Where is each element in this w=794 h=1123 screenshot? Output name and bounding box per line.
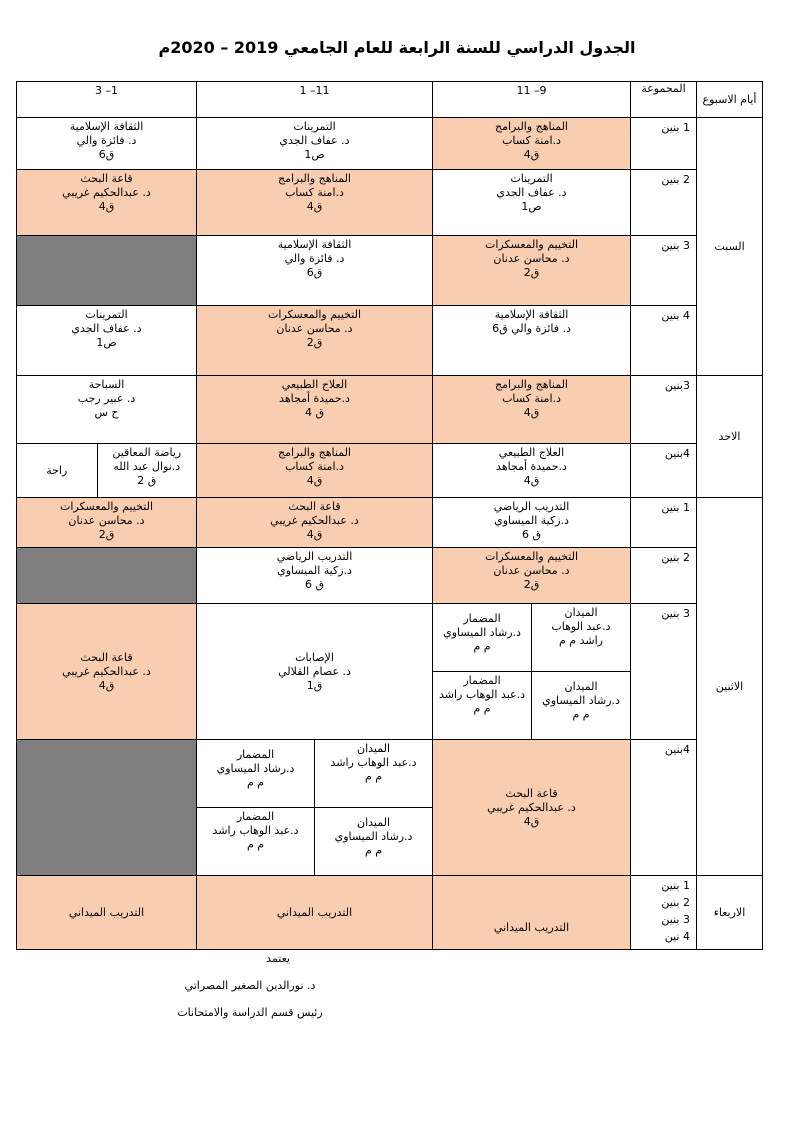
class-cell bbox=[197, 604, 433, 740]
course-name: الإصابات bbox=[295, 650, 334, 664]
blocked-cell bbox=[17, 548, 197, 604]
class-cell bbox=[197, 306, 433, 376]
group-label: 3 بنين bbox=[631, 604, 697, 740]
day-monday: الاثنين bbox=[697, 498, 763, 876]
course-name: التدريب الميداني bbox=[276, 905, 353, 919]
room: ص1 bbox=[521, 200, 542, 213]
class-cell bbox=[433, 118, 631, 170]
room: م م bbox=[572, 708, 590, 721]
class-cell bbox=[315, 740, 433, 808]
room: م م bbox=[246, 776, 265, 789]
class-cell bbox=[197, 548, 433, 604]
room: ق1 bbox=[306, 678, 323, 692]
instructor: د. فائزة والي bbox=[284, 252, 345, 265]
room: م م bbox=[473, 702, 491, 715]
class-cell bbox=[197, 740, 315, 808]
instructor: د.عبد الوهاب راشد bbox=[212, 824, 299, 837]
class-cell bbox=[17, 306, 197, 376]
group-label: 4بنين bbox=[631, 444, 697, 498]
course-name: الثقافة الإسلامية bbox=[277, 238, 352, 251]
class-cell bbox=[433, 604, 532, 672]
instructor: د. محاسن عدنان bbox=[493, 564, 570, 577]
class-cell bbox=[433, 376, 631, 444]
group-label: 1 بنين bbox=[631, 498, 697, 548]
instructor: د.رشاد الميساوي bbox=[443, 626, 521, 639]
class-cell bbox=[433, 740, 631, 876]
instructor: د. عفاف الجدي bbox=[496, 186, 567, 199]
instructor: د. عبدالحكيم غريبي bbox=[62, 664, 151, 678]
course-name: السباحة bbox=[88, 378, 125, 391]
group-label: 4بنين bbox=[631, 740, 697, 876]
class-cell bbox=[197, 170, 433, 236]
instructor: د.زكية الميساوي bbox=[277, 564, 352, 577]
room: ق4 bbox=[306, 200, 323, 213]
room: ص1 bbox=[96, 336, 117, 349]
header-days: أيام الاسبوع bbox=[697, 82, 763, 118]
header-slot-11-1: 11– 1 bbox=[197, 82, 433, 118]
group-label: 1 بنين bbox=[631, 118, 697, 170]
course-name: الميدان bbox=[564, 606, 598, 619]
instructor: د.رشاد الميساوي bbox=[542, 694, 620, 707]
instructor: د.نوال عبد الله bbox=[113, 460, 181, 473]
room: ق4 bbox=[523, 406, 540, 419]
group-label: 2 بنين bbox=[631, 170, 697, 236]
class-cell bbox=[17, 118, 197, 170]
course-name: قاعة البحث bbox=[288, 500, 341, 513]
class-cell bbox=[433, 236, 631, 306]
instructor: د. فائزة والي ق6 bbox=[492, 322, 571, 335]
room: ق 2 bbox=[137, 474, 157, 487]
instructor: د. عبدالحكيم غريبي bbox=[487, 800, 576, 814]
room: ق2 bbox=[306, 336, 323, 349]
course-name: الميدان bbox=[564, 680, 598, 693]
course-name: التدريب الميداني bbox=[493, 921, 570, 934]
instructor: د. عبدالحكيم غريبي bbox=[62, 186, 151, 199]
class-cell bbox=[315, 808, 433, 876]
class-cell bbox=[197, 808, 315, 876]
course-name: التخييم والمعسكرات bbox=[484, 238, 579, 251]
class-cell bbox=[17, 170, 197, 236]
instructor: د.رشاد الميساوي bbox=[216, 762, 295, 775]
course-name: الثقافة الإسلامية bbox=[494, 308, 569, 321]
instructor: د. محاسن عدنان bbox=[276, 322, 353, 335]
course-name: المناهج والبرامج bbox=[495, 378, 568, 391]
instructor: د.حميدة أمجاهد bbox=[279, 392, 350, 405]
course-name: المضمار bbox=[236, 748, 275, 761]
room: ح س bbox=[94, 406, 119, 419]
class-cell bbox=[197, 376, 433, 444]
course-name: العلاج الطبيعي bbox=[498, 446, 565, 459]
room: ق2 bbox=[523, 578, 540, 591]
blocked-cell bbox=[17, 236, 197, 306]
room: ق4 bbox=[306, 474, 323, 487]
instructor: د. عفاف الجدي bbox=[279, 134, 350, 147]
blocked-cell bbox=[17, 740, 197, 876]
class-cell bbox=[197, 876, 433, 950]
course-name: الميدان bbox=[357, 742, 390, 755]
page-title: الجدول الدراسي للسنة الرابعة للعام الجامعي 2019 – 2020م bbox=[158, 38, 636, 57]
room: ق6 bbox=[306, 266, 323, 279]
room: م م bbox=[246, 838, 265, 851]
approver-title: رئيس قسم الدراسة والامتحانات bbox=[177, 1006, 323, 1019]
course-name: المناهج والبرامج bbox=[278, 172, 351, 185]
day-wednesday: الاربعاء bbox=[697, 876, 763, 950]
day-saturday: السبت bbox=[697, 118, 763, 376]
course-name: التخييم والمعسكرات bbox=[59, 500, 154, 513]
class-cell bbox=[433, 498, 631, 548]
class-cell bbox=[17, 604, 197, 740]
group-label: 3بنين bbox=[631, 376, 697, 444]
course-name: الميدان bbox=[357, 816, 390, 829]
instructor: د.عبد الوهاب bbox=[551, 620, 611, 633]
class-cell bbox=[197, 498, 433, 548]
instructor: د.امنة كساب bbox=[502, 392, 561, 405]
instructor: د. عبير رجب bbox=[77, 392, 136, 405]
course-name: التدريب الميداني bbox=[68, 905, 145, 919]
course-name: رياضة المعاقين bbox=[112, 446, 182, 459]
course-name: قاعة البحث bbox=[505, 786, 558, 800]
room: ق4 bbox=[523, 474, 540, 487]
instructor: د. محاسن عدنان bbox=[493, 252, 570, 265]
instructor: د.امنة كساب bbox=[502, 134, 561, 147]
class-cell bbox=[197, 444, 433, 498]
room: ق4 bbox=[98, 678, 115, 692]
instructor: د.امنة كساب bbox=[285, 186, 344, 199]
class-cell bbox=[97, 444, 196, 497]
course-name: المضمار bbox=[236, 810, 275, 823]
class-cell bbox=[532, 672, 631, 740]
room: ق4 bbox=[523, 814, 540, 828]
course-name: المناهج والبرامج bbox=[278, 446, 351, 459]
course-name: المضمار bbox=[463, 674, 501, 687]
room: ق6 bbox=[98, 148, 115, 161]
room: ق 6 bbox=[521, 528, 542, 541]
course-name: التخييم والمعسكرات bbox=[267, 308, 362, 321]
class-cell bbox=[433, 876, 631, 950]
room: ق2 bbox=[98, 528, 115, 541]
course-name: الثقافة الإسلامية bbox=[69, 120, 144, 133]
class-cell bbox=[197, 236, 433, 306]
course-name: التمرينات bbox=[510, 172, 553, 185]
group-label: 2 بنين bbox=[631, 548, 697, 604]
class-cell bbox=[433, 672, 532, 740]
room: م م bbox=[364, 844, 383, 857]
class-cell bbox=[532, 604, 631, 672]
split-cell bbox=[433, 604, 631, 740]
course-name: التمرينات bbox=[293, 120, 336, 133]
course-name: المضمار bbox=[463, 612, 501, 625]
instructor: د.رشاد الميساوي bbox=[334, 830, 413, 843]
instructor: د.زكية الميساوي bbox=[494, 514, 569, 527]
split-cell bbox=[17, 444, 197, 498]
group-label: 4 بنين bbox=[631, 306, 697, 376]
approver-name: د. نورالدين الصغير المصراتي bbox=[184, 979, 316, 992]
class-cell bbox=[17, 376, 197, 444]
class-cell bbox=[17, 876, 197, 950]
room: ق4 bbox=[98, 200, 115, 213]
class-cell bbox=[17, 498, 197, 548]
day-sunday: الاحد bbox=[697, 376, 763, 498]
room: ق4 bbox=[523, 148, 540, 161]
room: ق 6 bbox=[304, 578, 325, 591]
room: راشد م م bbox=[559, 634, 603, 647]
group-label: 3 بنين bbox=[631, 236, 697, 306]
room: ص1 bbox=[304, 148, 325, 161]
room: م م bbox=[364, 770, 383, 783]
class-cell bbox=[197, 118, 433, 170]
group-label: 1 بنين 2 بنين 3 بنين 4 نين bbox=[631, 876, 697, 950]
instructor: د. عبدالحكيم غريبي bbox=[270, 514, 359, 527]
instructor: د.امنة كساب bbox=[285, 460, 344, 473]
approval-footer bbox=[150, 952, 350, 1019]
instructor: د. فائزة والي bbox=[76, 134, 137, 147]
room: ق 4 bbox=[304, 406, 325, 419]
approval-label: يعتمد bbox=[266, 952, 290, 965]
header-slot-1-3: 1– 3 bbox=[17, 82, 197, 118]
instructor: د. عصام القلالي bbox=[278, 664, 351, 678]
course-name: التدريب الرياضي bbox=[276, 550, 353, 563]
instructor: د.حميدة أمجاهد bbox=[496, 460, 567, 473]
split-cell bbox=[197, 740, 433, 876]
instructor: د. محاسن عدنان bbox=[68, 514, 145, 527]
course-name: المناهج والبرامج bbox=[495, 120, 568, 133]
room: ق2 bbox=[523, 266, 540, 279]
course-name: العلاج الطبيعي bbox=[281, 378, 348, 391]
room: م م bbox=[473, 640, 491, 653]
course-name: التدريب الرياضي bbox=[493, 500, 570, 513]
class-cell bbox=[433, 170, 631, 236]
room: ق4 bbox=[306, 528, 323, 541]
class-cell bbox=[433, 306, 631, 376]
course-name: التخييم والمعسكرات bbox=[484, 550, 579, 563]
rest-cell: راحة bbox=[46, 463, 68, 477]
course-name: قاعة البحث bbox=[80, 172, 133, 185]
class-cell bbox=[433, 444, 631, 498]
instructor: د.عبد الوهاب راشد bbox=[330, 756, 417, 769]
course-name: قاعة البحث bbox=[80, 650, 133, 664]
course-name: التمرينات bbox=[85, 308, 128, 321]
instructor: د. عفاف الجدي bbox=[71, 322, 142, 335]
header-slot-9-11: 9– 11 bbox=[433, 82, 631, 118]
schedule-table bbox=[16, 81, 763, 950]
instructor: د.عبد الوهاب راشد bbox=[438, 688, 525, 701]
class-cell bbox=[433, 548, 631, 604]
header-group: المجموعة bbox=[631, 82, 697, 118]
